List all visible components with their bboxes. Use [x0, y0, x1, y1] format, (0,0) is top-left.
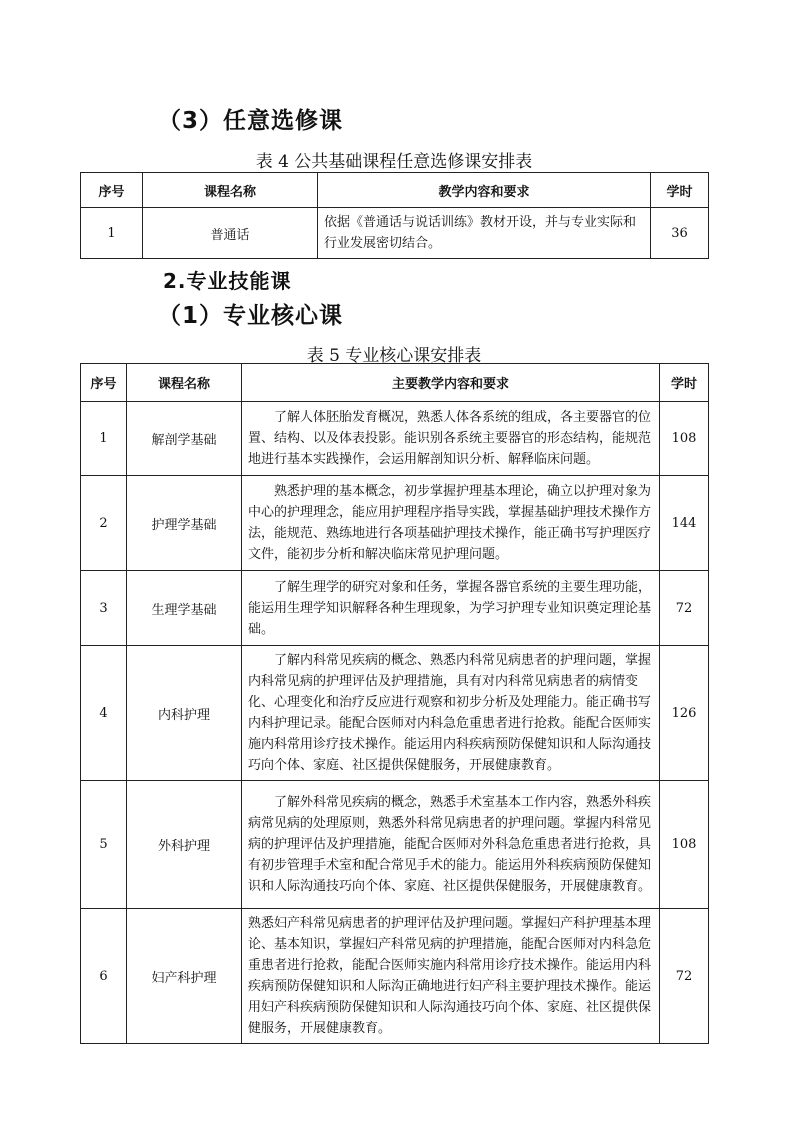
cell-no: 1	[81, 208, 143, 259]
cell-content: 熟悉护理的基本概念，初步掌握护理基本理论，确立以护理对象为中心的护理理念，能应用护理程序指导实践，掌握基础护理技术操作方法，能规范、熟练地进行各项基础护理技术操作，能正确书写护理医疗文件，能初步分析和解决临床常见护理问题。	[242, 476, 660, 571]
cell-no: 3	[81, 571, 127, 646]
table-row	[81, 476, 709, 571]
section-heading-elective: （3）任意选修课	[158, 108, 344, 134]
table-row	[81, 402, 709, 476]
cell-content: 熟悉妇产科常见病患者的护理评估及护理问题。掌握妇产科护理基本理论、基本知识，掌握妇产科常见病的护理措施，能配合医师对内科急危重患者进行抢救，能配合医师实施内科常用诊疗技术操作。能运用内科疾病预防保健知识和人际沟正确地进行妇产科主要护理技术操作。能运用妇产科疾病预防保健知识和人际沟通技巧向个体、家庭、社区提供保健服务，开展健康教育。	[242, 909, 660, 1044]
section-heading-core: （1）专业核心课	[158, 303, 344, 329]
cell-no: 4	[81, 646, 127, 781]
table4-header-row	[81, 173, 709, 208]
cell-course-name: 内科护理	[127, 646, 242, 781]
table4-header-content: 教学内容和要求	[318, 173, 651, 208]
cell-hours: 144	[660, 476, 709, 571]
cell-course-name: 妇产科护理	[127, 909, 242, 1044]
cell-hours: 72	[660, 909, 709, 1044]
table4-header-no: 序号	[81, 173, 143, 208]
table-row	[81, 571, 709, 646]
table5-header-name: 课程名称	[127, 364, 242, 402]
cell-course-name: 普通话	[143, 208, 318, 259]
section-heading-skills: 2.专业技能课	[163, 269, 292, 293]
cell-course-name: 外科护理	[127, 781, 242, 909]
table5-header-hours: 学时	[660, 364, 709, 402]
cell-course-name: 护理学基础	[127, 476, 242, 571]
cell-no: 1	[81, 402, 127, 476]
cell-no: 6	[81, 909, 127, 1044]
cell-content: 了解内科常见疾病的概念、熟悉内科常见病患者的护理问题，掌握内科常见病的护理评估及护理措施，具有对内科常见病患者的病情变化、心理变化和治疗反应进行观察和初步分析及处理能力。能正确书写内科护理记录。能配合医师对内科急危重患者进行抢救。能配合医师实施内科常用诊疗技术操作。能运用内科疾病预防保健知识和人际沟通技巧向个体、家庭、社区提供保健服务，开展健康教育。	[242, 646, 660, 781]
cell-content: 了解生理学的研究对象和任务，掌握各器官系统的主要生理功能，能运用生理学知识解释各种生理现象，为学习护理专业知识奠定理论基础。	[242, 571, 660, 646]
cell-course-name: 生理学基础	[127, 571, 242, 646]
table-row	[81, 646, 709, 781]
cell-hours: 108	[660, 402, 709, 476]
table-row	[81, 781, 709, 909]
table5-header-no: 序号	[81, 364, 127, 402]
cell-no: 5	[81, 781, 127, 909]
table5-header-row	[81, 364, 709, 402]
cell-hours: 36	[651, 208, 709, 259]
cell-content: 了解人体胚胎发育概况，熟悉人体各系统的组成，各主要器官的位置、结构、以及体表投影。能识别各系统主要器官的形态结构，能规范地进行基本实践操作，会运用解剖知识分析、解释临床问题。	[242, 402, 660, 476]
cell-hours: 108	[660, 781, 709, 909]
cell-hours: 72	[660, 571, 709, 646]
table4-header-name: 课程名称	[143, 173, 318, 208]
table-row	[81, 909, 709, 1044]
table-row	[81, 208, 709, 259]
cell-no: 2	[81, 476, 127, 571]
cell-content: 依据《普通话与说话训练》教材开设，并与专业实际和行业发展密切结合。	[318, 208, 651, 259]
table5	[80, 363, 709, 1044]
table4	[80, 172, 709, 259]
cell-hours: 126	[660, 646, 709, 781]
table4-header-hours: 学时	[651, 173, 709, 208]
cell-course-name: 解剖学基础	[127, 402, 242, 476]
table5-caption: 表 5 专业核心课安排表	[306, 346, 482, 366]
table5-header-content: 主要教学内容和要求	[242, 364, 660, 402]
table4-caption: 表 4 公共基础课程任意选修课安排表	[255, 152, 533, 172]
cell-content: 了解外科常见疾病的概念，熟悉手术室基本工作内容，熟悉外科疾病常见病的处理原则，熟悉外科常见病患者的护理问题。掌握内科常见病的护理评估及护理措施，能配合医师对外科急危重患者进行抢救，具有初步管理手术室和配合常见手术的能力。能运用外科疾病预防保健知识和人际沟通技巧向个体、家庭、社区提供保健服务，开展健康教育。	[242, 781, 660, 909]
